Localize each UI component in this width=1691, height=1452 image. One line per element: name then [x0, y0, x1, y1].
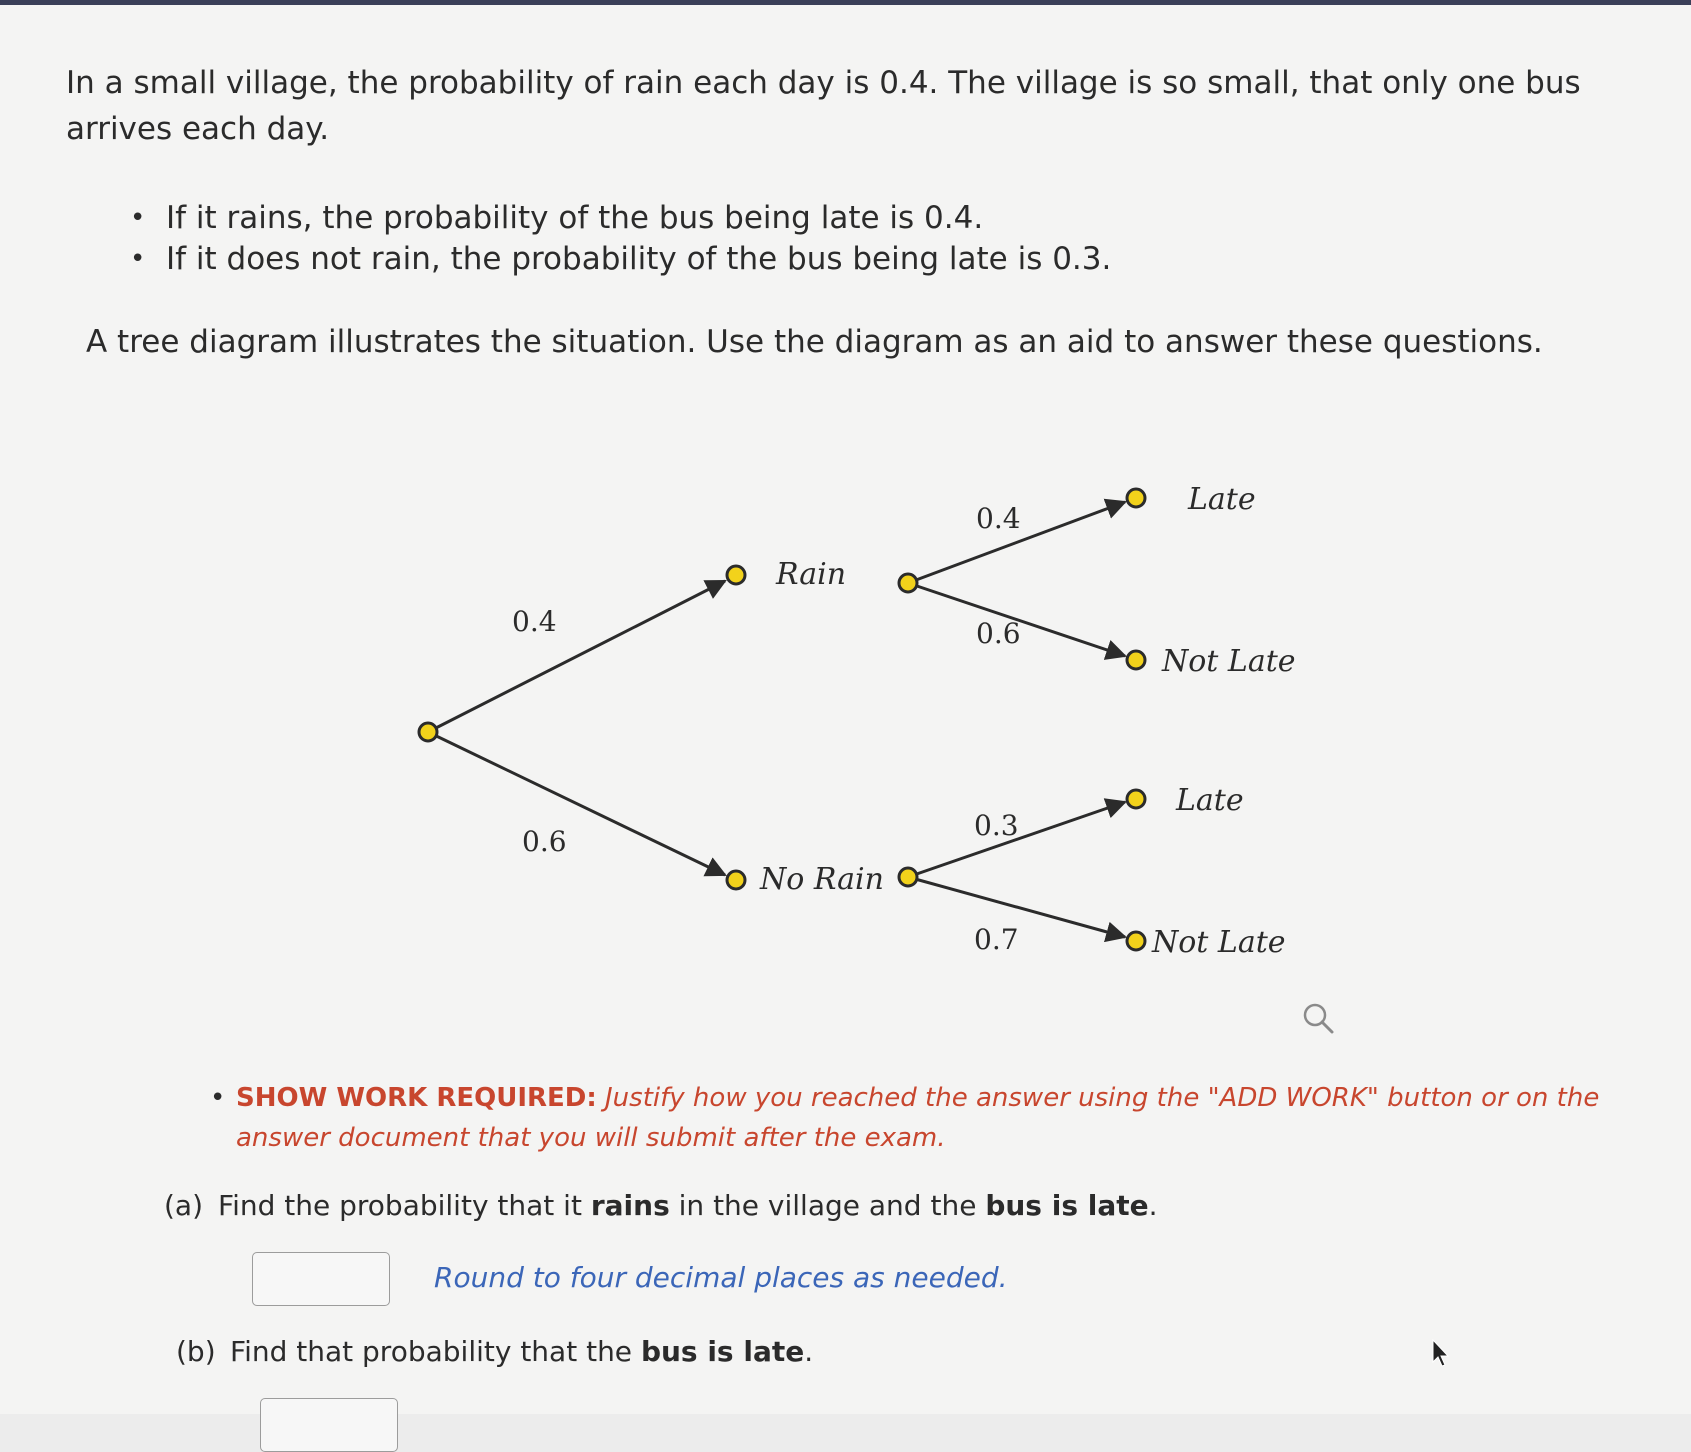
- question-a-number: (a): [164, 1189, 204, 1222]
- top-bar: [0, 0, 1691, 5]
- node-rain-not-late: [1127, 651, 1145, 669]
- label-no-rain-not-late: Not Late: [1152, 925, 1286, 960]
- prob-no-rain-late: 0.3: [974, 809, 1019, 842]
- magnifier-icon[interactable]: [1300, 1000, 1336, 1036]
- node-no-rain-not-late: [1127, 932, 1145, 950]
- show-work-required: SHOW WORK REQUIRED:: [236, 1083, 597, 1113]
- prob-rain: 0.4: [512, 605, 557, 638]
- node-rain-start: [899, 574, 917, 592]
- node-no-rain-late: [1127, 790, 1145, 808]
- condition-list: [130, 198, 1111, 280]
- tree-diagram: [380, 470, 1310, 970]
- node-root: [419, 723, 437, 741]
- tree-instruction: A tree diagram illustrates the situation. Use the diagram as an aid to answer these questions.: [86, 324, 1543, 360]
- problem-intro: In a small village, the probability of rain each day is 0.4. The village is so small, that only one bus arrives each day.: [66, 65, 1581, 147]
- question-b-number: (b): [176, 1335, 216, 1368]
- bullet-dot: •: [210, 1083, 226, 1113]
- condition-no-rain: • If it does not rain, the probability of the bus being late is 0.3.: [130, 239, 1111, 280]
- prob-rain-not-late: 0.6: [976, 617, 1021, 650]
- prob-no-rain: 0.6: [522, 825, 567, 858]
- node-no-rain-start: [899, 868, 917, 886]
- branch-rain: [428, 581, 725, 732]
- node-no-rain-end: [727, 871, 745, 889]
- prob-rain-late: 0.4: [976, 502, 1021, 535]
- question-b: (b) Find that probability that the bus is late.: [176, 1335, 814, 1368]
- branch-no-rain: [428, 732, 725, 875]
- answer-a-input[interactable]: [252, 1252, 390, 1306]
- answer-b-input[interactable]: [260, 1398, 398, 1452]
- rounding-hint: Round to four decimal places as needed.: [434, 1261, 1008, 1294]
- node-rain-end: [727, 566, 745, 584]
- label-rain-late: Late: [1188, 482, 1256, 517]
- show-work-note: [210, 1078, 1610, 1158]
- question-a: (a) Find the probability that it rains in the village and the bus is late.: [164, 1189, 1158, 1222]
- show-work-instruction: Justify how you reached the answer using the "ADD WORK" button or on the answer document that you will submit after the exam.: [236, 1083, 1600, 1153]
- label-rain: Rain: [776, 557, 847, 592]
- label-no-rain: No Rain: [760, 862, 884, 897]
- condition-rain: • If it rains, the probability of the bus being late is 0.4.: [130, 198, 1111, 239]
- prob-no-rain-not-late: 0.7: [974, 923, 1019, 956]
- node-rain-late: [1127, 489, 1145, 507]
- label-rain-not-late: Not Late: [1162, 644, 1296, 679]
- mouse-cursor-icon: [1430, 1338, 1452, 1368]
- label-no-rain-late: Late: [1176, 783, 1244, 818]
